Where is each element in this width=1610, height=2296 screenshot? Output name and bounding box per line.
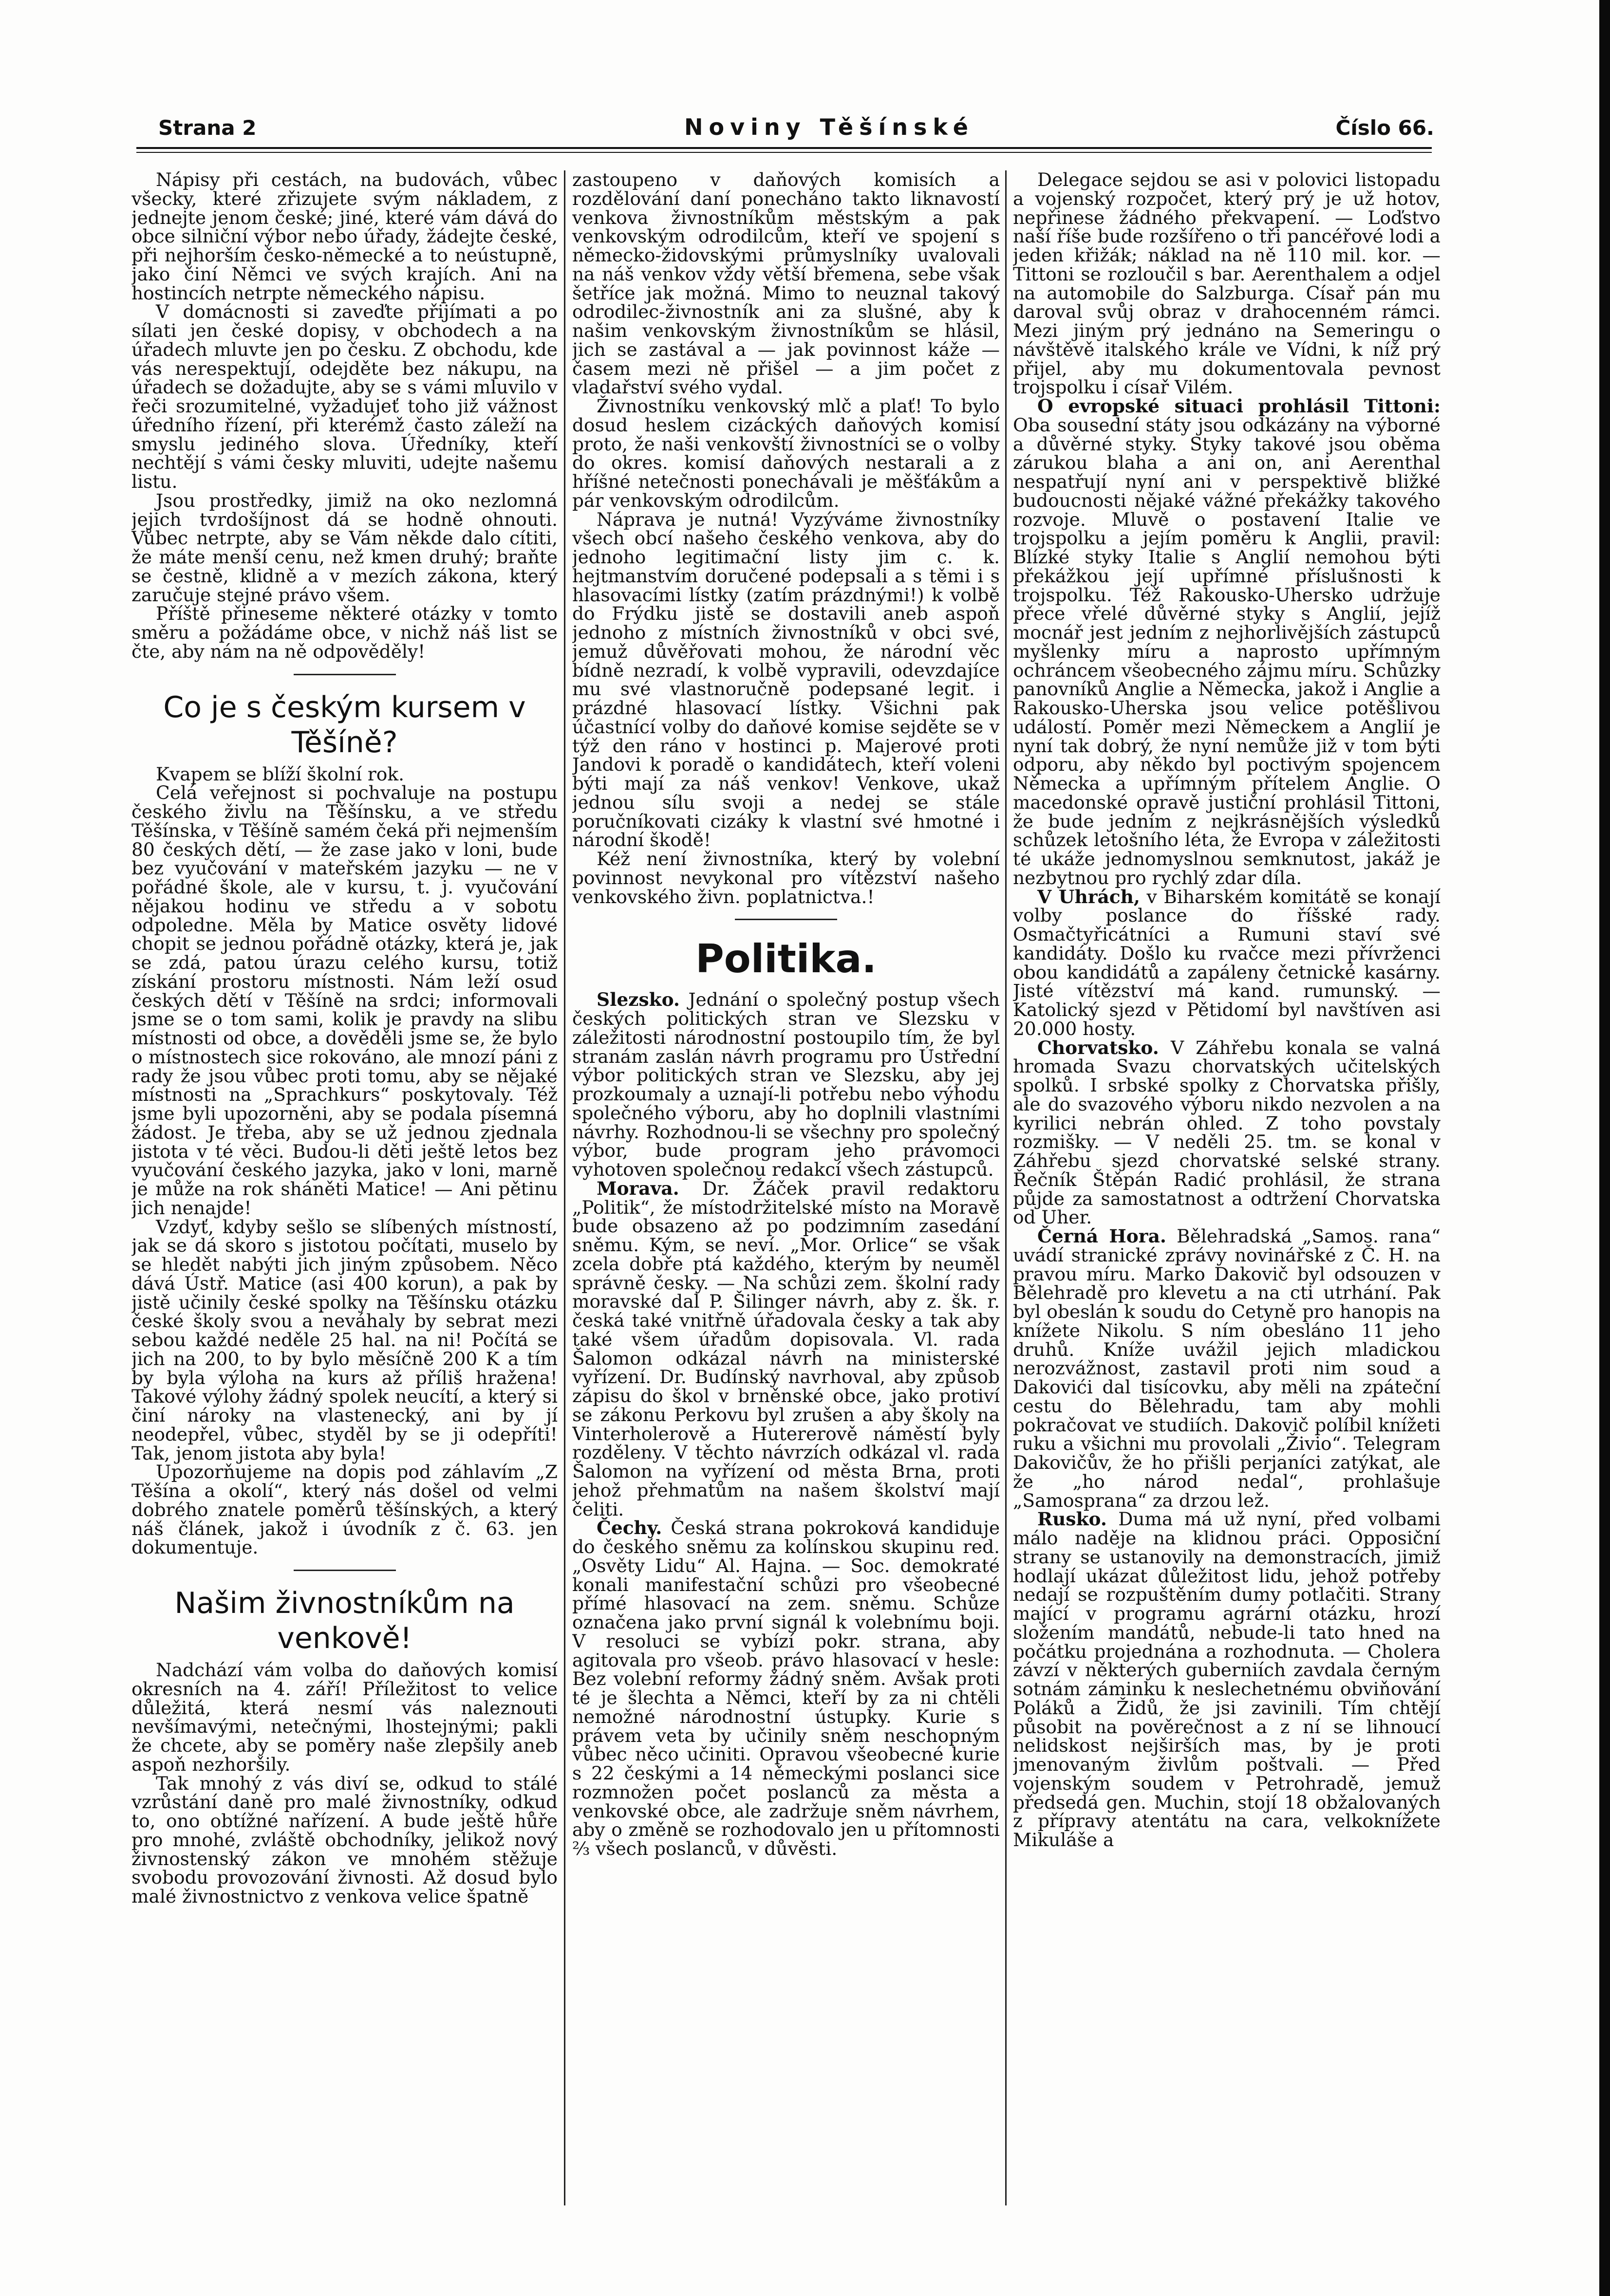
article-paragraph: Nadchází vám volba do daňových komisí okresních na 4. září! Příležitost to velice důležitá, která nesmí vás naleznouti nevšímavými, netečnými, lhostejnými; pakli že chcete, aby se poměry naše zlepšily aneb aspoň nezhoršily. — [131, 1659, 558, 1775]
section-separator — [294, 1570, 396, 1571]
article-paragraph: Nápisy při cestách, na budovách, vůbec všecky, které zřizujete svým nákladem, z jednejte jenom české; jiné, které vám dává do obce silniční výbor nebo úřady, žádejte české, při nejhorším česko-německé a to neústupně, jako činí Němci ve svých krajích. Ani na hostincích netrpte německého nápisu. — [131, 170, 558, 304]
news-text: Dr. Žáček pravil redaktoru „Politik“, že místodržitelské místo na Moravě bude obsazeno až po podzimním zasedání sněmu. Kým, se neví. „Mor. Orlice“ se však zcela dobře ptá každého, kterým by neuměl správně česky. — Na schůzi zem. školní rady moravské dal P. Šilinger návrh, aby z. šk. r. česká také vnitřně úřadovala česky a tak aby také všem úřadům dopisovala. Vl. rada Šalomon odkázal návrh na ministerské vyřízení. Dr. Budínský navrhoval, aby způsob zápisu do škol v brněnské obce, jako protiví se zákonu Perkovu byl zrušen a aby školy na Vinterholerově a Hutererově náměstí byly rozděleny. V těchto návrzích odkázal vl. rada Šalomon na vyřízení od města Brna, proti jehož přehmatům na našem školství mají čeliti. — [572, 1177, 1000, 1520]
article-paragraph: Tak mnohý z vás diví se, odkud to stálé vzrůstání daně pro malé živnostníky, odkud to, ono obtížné nařízení. A bude ještě hůře pro mnohé, zvláště obchodníky, jelikož nový živnostenský zákon ve mnohém stěžuje svobodu provozování živnosti. Až dosud bylo malé živnostnictvo z venkova velice špatně — [131, 1772, 558, 1907]
news-item-morava — [572, 1179, 1000, 1519]
article-paragraph: Vzdyť, kdyby sešlo se slíbených místností, jak se dá skoro s jistotou počítati, muselo by se hledět nabýti jich jiným způsobem. Něco dává Ústř. Matice (asi 400 korun), a pak by jistě učinily české spolky na Těšínsku otázku české školy svou a neváhaly by sebrat mezi sebou každé neděle 25 hal. na ni! Počítá se jich na 200, to by bylo měsíčně 200 K a tím by byla výloha na kurs až příliš hražena! Takové výlohy žádný spolek neucítí, a který si činí nároky na vlastenecký, ani by jí neodepřel, vůbec, styděl by se ji odepříti! Tak, jenom jistota aby byla! — [131, 1216, 558, 1464]
region-label: Chorvatsko. — [1037, 1037, 1159, 1058]
news-item-cerna-hora — [1013, 1227, 1441, 1510]
news-item-chorvatsko — [1013, 1038, 1441, 1227]
region-label: Morava. — [597, 1177, 679, 1199]
column-divider-2 — [1005, 170, 1007, 2205]
newspaper-title: Noviny Těšínské — [684, 114, 974, 140]
news-text: Česká strana pokroková kandiduje do českého sněmu za kolínskou skupinu red. „Osvěty Lidu“ Al. Hajna. — Soc. demokraté konali manifestační schůzi pro všeobecné přímé hlasovací na zem. sněmu. Schůze označena jako první signál k volebnímu boji. V resoluci se vybízí pokr. strana, aby agitovala pro všeob. právo hlasovací v hesle: Bez volební reformy žádný sněm. Avšak proti té je šlechta a Němci, kteří by za ni chtěli nemožné národnostní ústupky. Kurie s právem veta by učinily sněm neschopným vůbec něco učiniti. Opravou všeobecné kurie s 22 českými a 14 německými poslanci sice rozmnožen počet poslanců za města a venkovské obce, ale zadržuje sněm návrhem, aby o změně se rozhodovalo jen u přítomnosti ⅔ všech poslanců, v důvěsti. — [572, 1517, 1000, 1859]
column-2 — [572, 170, 1000, 2230]
news-text: Jednání o společný postup všech českých politických stran ve Slezsku v záležitosti národnostní postoupilo tím, že byl stranám zaslán návrh programu pro Ústřední výbor politických stran ve Slezsku, aby jej prozkoumaly a uznají-li potřebu nebo výhodu společného výboru, aby ho doplnili vlastními návrhy. Rozhodnou-li se všechny pro společný výbor, bude program jeho právomoci vyhotoven společnou redakcí všech zástupců. — [572, 989, 1000, 1180]
news-text: Oba sousední státy jsou odkázány na výborné a důvěrné styky. Styky takové jsou oběma zárukou blaha a ani on, ani Aerenthal nespatřují nyní ani v perspektivě bližké budoucnosti nějaké vážné překážky takového rozvoje. Mluvě o postavení Italie ve trojspolku a jejím poměru k Anglii, pravil: Blízké styky Italie s Anglií nemohou býti překážkou její upřímné příslušnosti k trojspolku. Též Rakousko-Uhersko udržuje přece vřelé důvěrné styky s Anglií, jejíž mocnář jest jedním z nejhorlivějších zástupců myšlenky míru a naprosto upřímným ochráncem všeobecného zájmu míru. Schůzky panovníků Anglie a Německa, jakož i Anglie a Rakousko-Uherska jsou velice potěšlivou událostí. Poměr mezi Německem a Anglií je nyní tak dobrý, že nyní nemůže již v tom býti odporu, aby někdo byl poctivým spojencem Německa a upřímným přítelem Anglie. O macedonské opravě justiční prohlásil Tittoni, že bude jedním z nejkrásnějších výsledků schůzek letošního léta, že Evropa v záležitosti té ukáže jednomyslnou semknutost, jakáž je nezbytnou pro rychlý zdar díla. — [1013, 414, 1441, 889]
page-number-label: Strana 2 — [158, 116, 257, 140]
article-paragraph: Upozorňujeme na dopis pod záhlavím „Z Těšína a okolí“, který nás došel od velmi dobrého znatele poměrů těšínských, a který náš článek, jakož i úvodník z č. 63. jen dokumentuje. — [131, 1461, 558, 1558]
politika-heading: Politika. — [695, 936, 877, 982]
news-item-tittoni — [1013, 397, 1441, 888]
region-label: Černá Hora. — [1037, 1225, 1166, 1247]
news-item-rusko — [1013, 1510, 1441, 1850]
issue-number: Číslo 66. — [1335, 116, 1434, 140]
news-item-delegace: Delegace sejdou se asi v polovici listopadu a vojenský rozpočet, který prý je už hotov, nepřinese žádného překvapení. — Loďstvo naší říše bude rozšířeno o tři pancéřové lodi a jeden křižák; náklad na ně 110 mil. kor. — Tittoni se rozloučil s bar. Aerenthalem a odjel na automobile do Salzburga. Císař pán mu daroval svůj obraz v drahocenném rámci. Mezi jiným prý jednáno na Semeringu o návštěvě italského krále ve Vídni, k níž prý přijel, aby mu dokumentovala pevnost trojspolku i císař Vilém. — [1013, 170, 1441, 398]
header-rule — [136, 147, 1432, 149]
article-paragraph: Kvapem se blíží školní rok. — [156, 763, 405, 785]
news-text: Duma má už nyní, před volbami málo naděje na klidnou práci. Opposiční strany se ustanovily na demonstracích, jimiž hodlají ukázat důležitost lidu, jehož potřeby nedají se rozpuštěním dumy potlačiti. Strany mající v programu agrární otázku, hrozí složením mandátů, nebude-li tato hned na počátku projednána a rozhodnuta. — Cholera závzí v některých guberniích zavdala černým sotnám záminku k neslechetnému obviňování Poláků a Židů, že jsi zavinili. Tím chtějí působit na pověrečnost a z ní se lihnoucí nelidskost nejširších mas, by je proti jmenovaným živlům poštvali. — Před vojenským soudem v Petrohradě, jemuž předsedá gen. Muchin, stojí 18 obžalovaných z přípravy atentátu na cara, velkoknížete Mikuláše a — [1013, 1508, 1441, 1851]
region-label: V Uhrách, — [1037, 886, 1140, 907]
column-1 — [131, 170, 558, 2230]
article-paragraph: V domácnosti si zaveďte přijímati a po sílati jen české dopisy, v obchodech a na úřadech mluvte jen po česku. Z obchodu, kde vás nerespektují, odejděte bez nákupu, na úřadech se dožadujte, aby se s vámi mluvilo v řeči srozumitelné, vyžadujeť toho již vážnost úředního řízení, při kterémž často záleží na smyslu jediného slova. Úředníky, kteří nechtějí s vámi česky mluviti, udejte našemu listu. — [131, 301, 558, 492]
news-item-uhry — [1013, 888, 1441, 1038]
column-divider-1 — [564, 170, 565, 2205]
news-item-slezsko — [572, 990, 1000, 1179]
news-text: V Záhřebu konala se valná hromada Svazu chorvatských učitelských spolků. I srbské spolky z Chorvatska přišly, ale do svazového výboru nikdo nezvolen a na kyrilici nebrán ohled. Z toho povstaly rozmišky. — V neděli 25. tm. se konal v Záhřebu sjezd chorvatské selské strany. Řečník Štěpán Radić prohlásil, že strana půjde za samostatnost a odtržení Chorvatska od Uher. — [1013, 1037, 1441, 1228]
news-text: v Biharském komitátě se konají volby poslance do říšské rady. Osmačtyřicátníci a Rumuni staví své kandidáty. Došlo ku rvačce mezi přívrženci obou kandidátů a zapáleny četnické kasárny. Jisté vítězství má kand. rumunský. — Katolický sjezd v Pětidomí byl navštíven asi 20.000 hosty. — [1013, 886, 1441, 1039]
article-paragraph: Jsou prostředky, jimiž na oko nezlomná jejich tvrdošíjnost dá se hodně ohnouti. Vůbec netrpte, aby se Vám někde dalo cítiti, že máte menší cenu, než kmen druhý; braňte se čestně, klidně a v mezích zákona, který zaručuje stejné právo všem. — [131, 489, 558, 606]
region-label: Čechy. — [597, 1517, 662, 1539]
article-paragraph: zastoupeno v daňových komisích a rozdělování daní ponecháno takto liknavostí venkova živnostníkům městským a pak venkovským odrodilcům, kteří ve spojení s německo-židovskými průmyslníky uvalovali na náš venkov vždy větší břemena, sebe však šetříce jak možná. Mimo to neuznal takový odrodilec-živnostník ani za slušné, aby k našim venkovským živnostníkům se hlásil, jich se zastával a — jak povinnost káže — časem mezi ně přišel — a jim počet z vladařství svého vydal. — [572, 170, 1000, 398]
section-separator — [735, 919, 837, 920]
article-paragraph: Příště přineseme některé otázky v tomto směru a požádáme obce, v nichž náš list se čte, aby nám na ně odpověděly! — [131, 603, 558, 662]
column-3 — [1013, 170, 1441, 2230]
article-paragraph: Kéž není živnostníka, který by volební povinnost nevykonal pro vítězství našeho venkovského živn. poplatnictva.! — [572, 848, 1000, 907]
article-paragraph: Živnostníku venkovský mlč a plať! To bylo dosud heslem cizáckých daňových komisí proto, že naši venkovští živnostníci se o volby do okres. komisí daňových nestarali a z hříšné netečnosti ponechávali je měšťákům a pár venkovským odrodilcům. — [572, 395, 1000, 511]
header-rule-thin — [136, 152, 1432, 153]
article-paragraph: Náprava je nutná! Vyzýváme živnostníky všech obcí našeho českého venkova, aby do jednoho legitimační listy jim c. k. hejtmanstvím doručené podepsali a s těmi i s hlasovacími lístky (zatím prázdnými!) k volbě do Frýdku jistě se dostavili aneb aspoň jednoho z místních živnostníků v obci své, jemuž důvěřovati mohou, že národní věc bídně nezradí, k volbě vypravili, odevzdajíce mu své vlastnoručně podepsané legit. i prázdné hlasovací lístky. Všichni pak účastnící volby do daňové komise sejděte se v týž den ráno v hostinci p. Majerové proti Jandovi k poradě o kandidátech, kteří voleni býti mají za náš venkov! Venkove, ukaž jednou sílu svoji a nedej se stále poručníkovati cizáky k vlastní své hmotné i národní škodě! — [572, 508, 1000, 851]
topic-label: O evropské situaci prohlásil Tittoni: — [1037, 395, 1441, 417]
page-header — [158, 113, 1434, 147]
region-label: Rusko. — [1037, 1508, 1107, 1530]
zivnostnici-article-heading: Našim živnostníkům na venkově! — [174, 1586, 515, 1655]
region-label: Slezsko. — [597, 989, 680, 1011]
news-text: Bělehradská „Samos. rana“ uvádí stranické zprávy novinářské z Č. H. na pravou míru. Marko Dakovič byl odsouzen v Bělehradě pro klevetu a na cti utrhání. Pak byl obeslán k soudu do Cetyně pro hanopis na knížete Nikolu. S ním obesláno 11 jeho druhů. Kníže uvážil jejich mladickou nerozvážnost, zastavil proti nim soud a Dakovići dal tisícovku, aby měli na zpáteční cestu do Bělehradu, tam aby mohli pokračovat ve studiích. Dakovič políbil knížeti ruku a všichni mu provolali „Živio“. Telegram Dakovičův, že ho přišli perjaníci zatýkat, ale že „ho národ nedal“, prohlašuje „Samosprana“ za drzou lež. — [1013, 1225, 1441, 1511]
scan-edge-strip — [1599, 0, 1610, 2296]
article-paragraph: Celá veřejnost si pochvaluje na postupu českého živlu na Těšínsku, a ve středu Těšínska, v Těšíně samém čeká při nejmenším 80 českých dětí, — že zase jako v loni, bude bez vyučování v mateřském jazyku — ne v pořádné škole, ale v kursu, t. j. vyučování nějakou hodinu ve středu a v sobotu odpoledne. Měla by Matice osvěty lidové chopit se jednou pořádně otázky, která je, jak se zdá, patou úrazu celého kursu, totiž získání prostoru místnosti. Nám leží osud českých dětí v Těšíně na srdci; informovali jsme se o tom sami, kolik je pravdy na slibu místnosti od obce, a dověděli jsme se, že bylo o místnostech sice rokováno, ale mnozí páni z rady že jsou vůbec proti tomu, aby se nějaké místnosti na „Sprachkurs“ poskytovaly. Též jsme byli upozorněni, aby se podala písemná žádost. Je třeba, aby se už jednou zjednala jistota v té věci. Budou-li děti ještě letos bez vyučování českého jazyka, jako v loni, marně je může na rok sháněti Matice! — Ani pětinu jich nenajde! — [131, 782, 558, 1219]
kurs-article-heading: Co je s českým kursem v Těšíně? — [163, 690, 526, 759]
news-item-cechy — [572, 1518, 1000, 1858]
section-separator — [294, 674, 396, 675]
